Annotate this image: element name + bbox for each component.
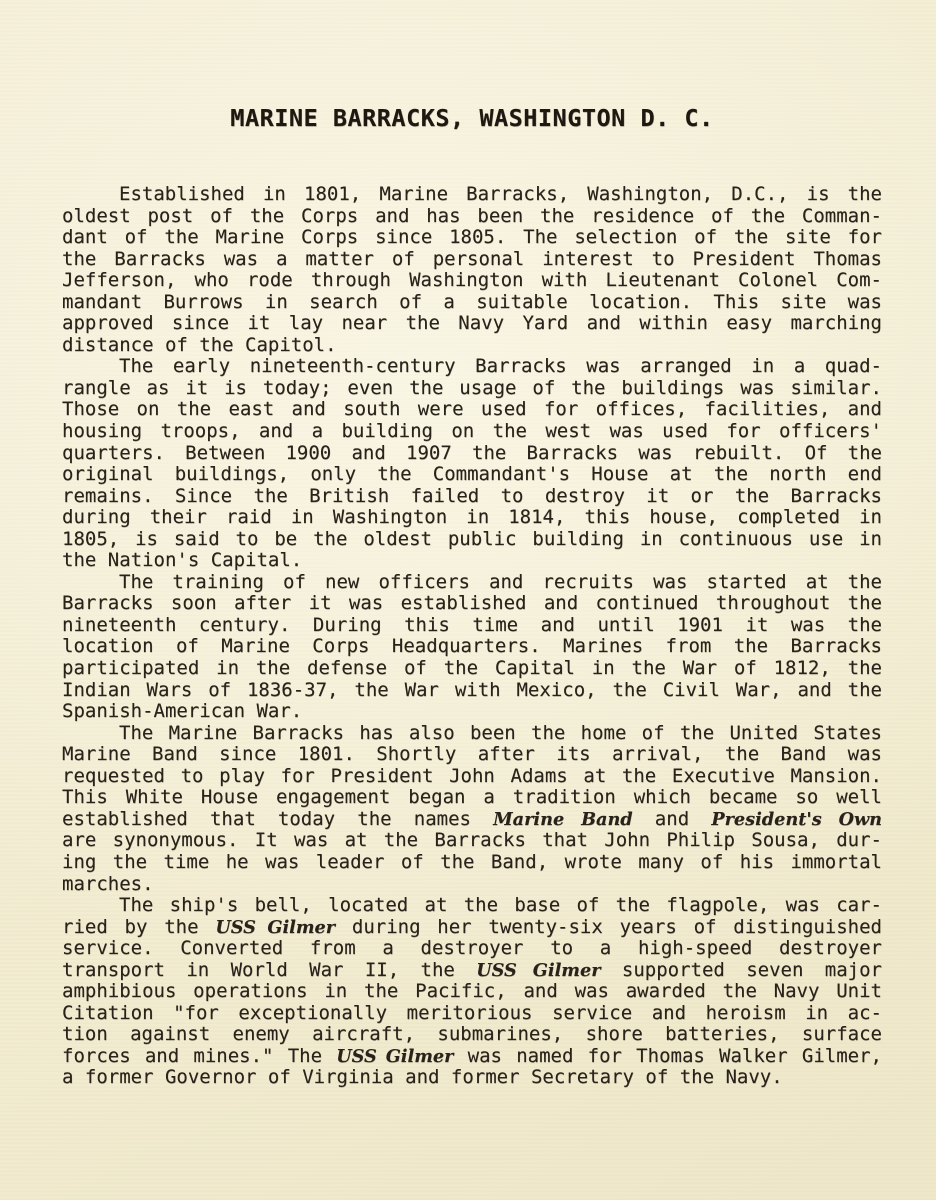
text-line: requested to play for President John Adams at the Executive Mansion. <box>62 764 882 787</box>
script-text: USS Gilmer <box>215 916 336 938</box>
text-line: nineteenth century. During this time and until 1901 it was the <box>62 613 882 636</box>
text-segment: and <box>632 807 712 830</box>
text-line: rangle as it is today; even the usage of the buildings was similar. <box>62 376 882 399</box>
text-segment: transport in World War II, the <box>62 958 477 981</box>
text-line: amphibious operations in the Pacific, and was awarded the Navy Unit <box>62 980 882 1003</box>
text-line: dant of the Marine Corps since 1805. The selection of the site for <box>62 226 882 249</box>
text-line: ing the time he was leader of the Band, wrote many of his immortal <box>62 850 882 873</box>
text-line: Established in 1801, Marine Barracks, Washington, D.C., is the <box>119 183 882 205</box>
text-segment: forces and mines." The <box>62 1044 337 1067</box>
document-title: MARINE BARRACKS, WASHINGTON D. C. <box>230 104 714 132</box>
text-line: a former Governor of Virginia and former Secretary of the Navy. <box>62 1066 783 1089</box>
document-body <box>62 184 882 1089</box>
text-line: during their raid in Washington in 1814, this house, completed in <box>62 506 882 529</box>
text-line: participated in the defense of the Capital in the War of 1812, the <box>62 657 882 680</box>
text-line <box>62 1046 882 1068</box>
text-line <box>62 917 882 939</box>
text-segment: established that today the names <box>62 807 494 830</box>
text-line: Barracks soon after it was established and continued throughout the <box>62 592 882 615</box>
text-line: Indian Wars of 1836-37, the War with Mexico, the Civil War, and the <box>62 678 882 701</box>
text-line: marches. <box>62 872 154 895</box>
text-line: The training of new officers and recruits was started at the <box>119 570 882 593</box>
text-segment: supported seven major <box>600 958 882 981</box>
text-line: Marine Band since 1801. Shortly after its arrival, the Band was <box>62 743 882 766</box>
text-line: This White House engagement began a tradition which became so well <box>62 786 882 809</box>
text-line: Citation "for exceptionally meritorious service and heroism in ac- <box>62 1001 882 1024</box>
text-line <box>62 809 882 831</box>
text-line <box>62 960 882 982</box>
text-line: are synonymous. It was at the Barracks that John Philip Sousa, dur- <box>62 829 882 852</box>
script-text: USS Gilmer <box>476 959 601 981</box>
text-line: service. Converted from a destroyer to a high-speed destroyer <box>62 937 882 960</box>
text-line: the Barracks was a matter of personal interest to President Thomas <box>62 247 882 270</box>
script-text: USS Gilmer <box>336 1045 454 1067</box>
paragraph <box>62 895 882 1089</box>
text-line: quarters. Between 1900 and 1907 the Barracks was rebuilt. Of the <box>62 441 882 464</box>
text-line: The early nineteenth-century Barracks was arranged in a quad- <box>119 355 882 378</box>
text-line: The ship's bell, located at the base of the flagpole, was car- <box>119 894 882 917</box>
script-text: Marine Band <box>493 808 633 830</box>
text-line: oldest post of the Corps and has been the residence of the Comman- <box>62 204 882 227</box>
text-line: the Nation's Capital. <box>62 549 303 572</box>
text-line: location of Marine Corps Headquarters. Marines from the Barracks <box>62 635 882 658</box>
text-line: Jefferson, who rode through Washington with Lieutenant Colonel Com- <box>62 269 882 292</box>
paragraph <box>62 572 882 723</box>
text-line: approved since it lay near the Navy Yard and within easy marching <box>62 312 882 335</box>
text-line: Spanish-American War. <box>62 700 303 723</box>
paragraph <box>62 723 882 895</box>
text-line: Those on the east and south were used for offices, facilities, and <box>62 398 882 421</box>
text-line: housing troops, and a building on the west was used for officers' <box>62 420 882 443</box>
script-text: President's Own <box>711 808 882 830</box>
text-line: mandant Burrows in search of a suitable location. This site was <box>62 290 882 313</box>
text-segment: ried by the <box>62 915 216 938</box>
text-line: remains. Since the British failed to destroy it or the Barracks <box>62 484 882 507</box>
text-segment: was named for Thomas Walker Gilmer, <box>453 1044 882 1067</box>
paragraph <box>62 356 882 571</box>
text-line: distance of the Capitol. <box>62 333 337 356</box>
text-line: tion against enemy aircraft, submarines, shore batteries, surface <box>62 1023 882 1046</box>
text-line: The Marine Barracks has also been the home of the United States <box>119 721 882 744</box>
text-segment: during her twenty-six years of distinguished <box>335 915 882 938</box>
text-line: 1805, is said to be the oldest public building in continuous use in <box>62 527 882 550</box>
paragraph <box>62 184 882 356</box>
text-line: original buildings, only the Commandant's House at the north end <box>62 463 882 486</box>
